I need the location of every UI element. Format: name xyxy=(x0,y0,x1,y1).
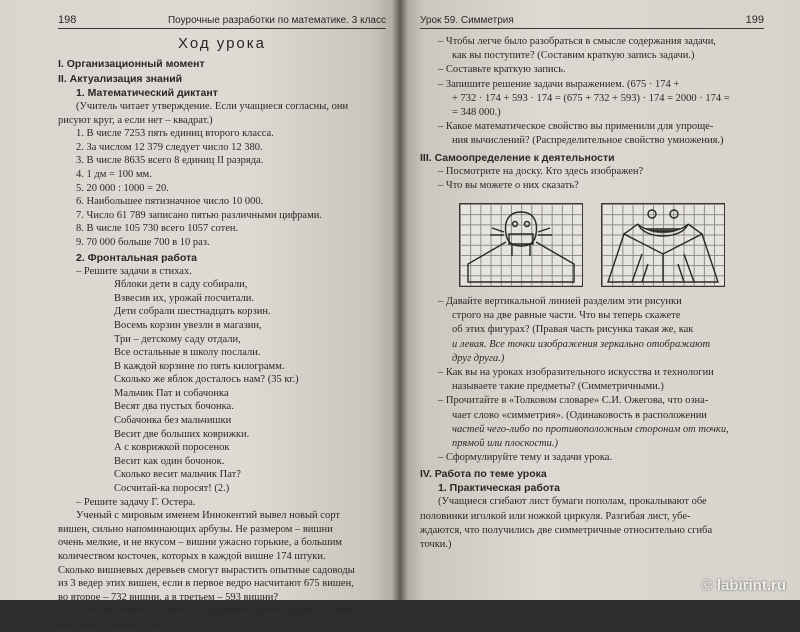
text-line: чает слово «симметрия». (Одинаковость в расположении xyxy=(452,409,707,421)
subsection-heading: 1. Практическая работа xyxy=(438,482,560,495)
section-heading: II. Актуализация знаний xyxy=(58,73,183,85)
page-number: 199 xyxy=(745,14,764,26)
left-page xyxy=(0,0,400,630)
poem-line: Все остальные в школу послали. xyxy=(114,347,261,359)
text-line: Сколько вишневых деревьев смогут вырастить опытные садоводы xyxy=(58,564,355,576)
text-line: – Какое математическое свойство вы применили для упроще- xyxy=(438,121,714,133)
text-line: друг друга.) xyxy=(452,352,505,364)
text-line: точки.) xyxy=(420,539,452,551)
poem-line: Три – детскому саду отдали, xyxy=(114,333,241,345)
list-item: 1. В числе 7253 пять единиц второго класса. xyxy=(76,128,274,140)
right-page xyxy=(400,0,800,600)
text-line: – Сформулируйте тему и задачи урока. xyxy=(438,452,613,464)
text-line: + 732 · 174 + 593 · 174 = (675 + 732 + 593) · 174 = 2000 · 174 = xyxy=(452,92,730,104)
text-line: частей чего-либо по противоположным сторонам от точки, xyxy=(452,423,729,435)
list-item: 3. В числе 8635 всего 8 единиц II разряда. xyxy=(76,155,264,167)
poem-line: Весит как один бочонок. xyxy=(114,455,225,467)
poem-line: Сосчитай-ка поросят! (2.) xyxy=(114,483,230,495)
list-item: 9. 70 000 больше 700 в 10 раз. xyxy=(76,236,210,248)
text-line: – Прочитайте в «Толковом словаре» С.И. Ожегова, что озна- xyxy=(438,395,709,407)
text-line: из 3 ведер этих вишен, если в первое ведро насчитают 675 вишен, xyxy=(58,578,354,590)
text-line: во второе – 732 вишни, а в третьем – 593 вишни? xyxy=(58,591,279,603)
text-line: вишен, сильно напоминающих арбузы. Не размером – вишни xyxy=(58,523,333,535)
symmetry-figures xyxy=(420,203,764,287)
poem-line: Восемь корзин увезли в магазин, xyxy=(114,319,262,331)
poem-line: Весят два пустых бочонка. xyxy=(114,401,234,413)
section-heading: IV. Работа по теме урока xyxy=(420,468,547,481)
frog-drawing xyxy=(601,203,725,287)
running-title: Поурочные разработки по математике. 3 класс xyxy=(167,15,386,26)
poem-line: Собачонка без мальчишки xyxy=(114,415,232,427)
section-heading: III. Самоопределение к деятельности xyxy=(420,151,615,164)
left-running-head xyxy=(58,14,386,29)
text-line: половинки иголкой или ножкой циркуля. Разгибая лист, убе- xyxy=(420,510,691,522)
text-line: количеством косточек, которых в каждой вишне 174 штуки. xyxy=(58,551,326,562)
poem-line: Сколько весит мальчик Пат? xyxy=(114,469,241,481)
text-line: очень мелкие, и не вкусом – вишни ужасно горькие, а большим xyxy=(58,537,343,549)
text-line: – Посмотрите на доску. Кто здесь изображен? xyxy=(438,165,644,177)
poem-line: В каждой корзине по пять килограмм. xyxy=(114,360,285,372)
poem-line: Взвесив их, урожай посчитали. xyxy=(114,292,255,304)
text-line: ния вычислений? (Распределительное свойство умножения.) xyxy=(452,135,724,147)
subsection-heading: 1. Математический диктант xyxy=(76,87,218,99)
text-line: строго на две равные части. Что вы теперь скажете xyxy=(452,310,681,322)
text-line: об этих фигурах? (Правая часть рисунка такая же, как xyxy=(452,324,694,336)
subsection-heading: 2. Фронтальная работа xyxy=(76,251,198,264)
text-line: – Решите задачу Г. Остера. xyxy=(76,496,196,508)
text-line: – Запишите решение задачи выражением. (675 · 174 + xyxy=(438,78,680,90)
text-line: – Чтобы легче было разобраться в смысле содержания задачи, xyxy=(438,36,716,47)
right-running-head xyxy=(420,14,764,29)
list-item: 5. 20 000 : 1000 = 20. xyxy=(76,182,169,194)
list-item: 2. За числом 12 379 следует число 12 380. xyxy=(76,141,263,153)
text-line: называете такие предметы? (Симметричными.) xyxy=(452,381,664,393)
watermark: © labirint.ru xyxy=(701,577,786,594)
poem-line: Яблоки дети в саду собирали, xyxy=(114,279,248,291)
text-line: (Учащиеся сгибают лист бумаги пополам, прокалывают обе xyxy=(438,496,707,508)
book-spine xyxy=(392,0,408,600)
text-line: – Что вы можете о них сказать? xyxy=(438,179,579,191)
text-line: – Как вы на уроках изобразительного искусства и технологии xyxy=(438,367,714,379)
poem-line: Дети собрали шестнадцать корзин. xyxy=(114,306,271,318)
text-line: (Учитель читает утверждение. Если учащиеся согласны, они xyxy=(76,101,349,112)
text-line: Ученый с мировым именем Иннокентий вывел новый сорт xyxy=(76,510,340,522)
text-line: – Решите задачи в стихах. xyxy=(76,265,192,277)
text-line: – Что вы можете сказать о содержании данной задачи? (Слиш- xyxy=(76,605,357,617)
list-item: 7. Число 61 789 записано пятью различными цифрами. xyxy=(76,209,322,221)
poem-line: Весит две больших коврижки. xyxy=(114,428,250,440)
text-line: прямой или плоскости.) xyxy=(452,438,559,450)
page-number: 198 xyxy=(58,14,77,26)
text-line: ком много лишних слов.) xyxy=(58,618,171,630)
text-line: и левая. Все точки изображения зеркально отображают xyxy=(452,338,711,350)
text-line: ждаются, что получились две симметричные относительно сгиба xyxy=(420,524,713,536)
text-line: – Составьте краткую запись. xyxy=(438,64,566,76)
list-item: 4. 1 дм = 100 мм. xyxy=(76,168,152,180)
running-title: Урок 59. Симметрия xyxy=(420,15,514,26)
walrus-drawing xyxy=(459,203,583,287)
poem-line: Мальчик Пат и собачонка xyxy=(114,387,229,399)
list-item: 6. Наибольшее пятизначное число 10 000. xyxy=(76,196,264,208)
text-line: = 348 000.) xyxy=(452,107,501,119)
poem-line: А с коврижкой поросенок xyxy=(114,442,230,454)
text-line: как вы поступите? (Составим краткую запись задачи.) xyxy=(452,50,695,62)
page-title: Ход урока xyxy=(177,35,267,52)
text-line: рисуют круг, а если нет – квадрат.) xyxy=(58,114,213,126)
section-heading: I. Организационный момент xyxy=(58,58,205,70)
poem-line: Сколько же яблок досталось нам? (35 кг.) xyxy=(114,374,299,386)
text-line: – Давайте вертикальной линией разделим эти рисунки xyxy=(438,296,682,308)
list-item: 8. В числе 105 730 всего 1057 сотен. xyxy=(76,223,239,235)
